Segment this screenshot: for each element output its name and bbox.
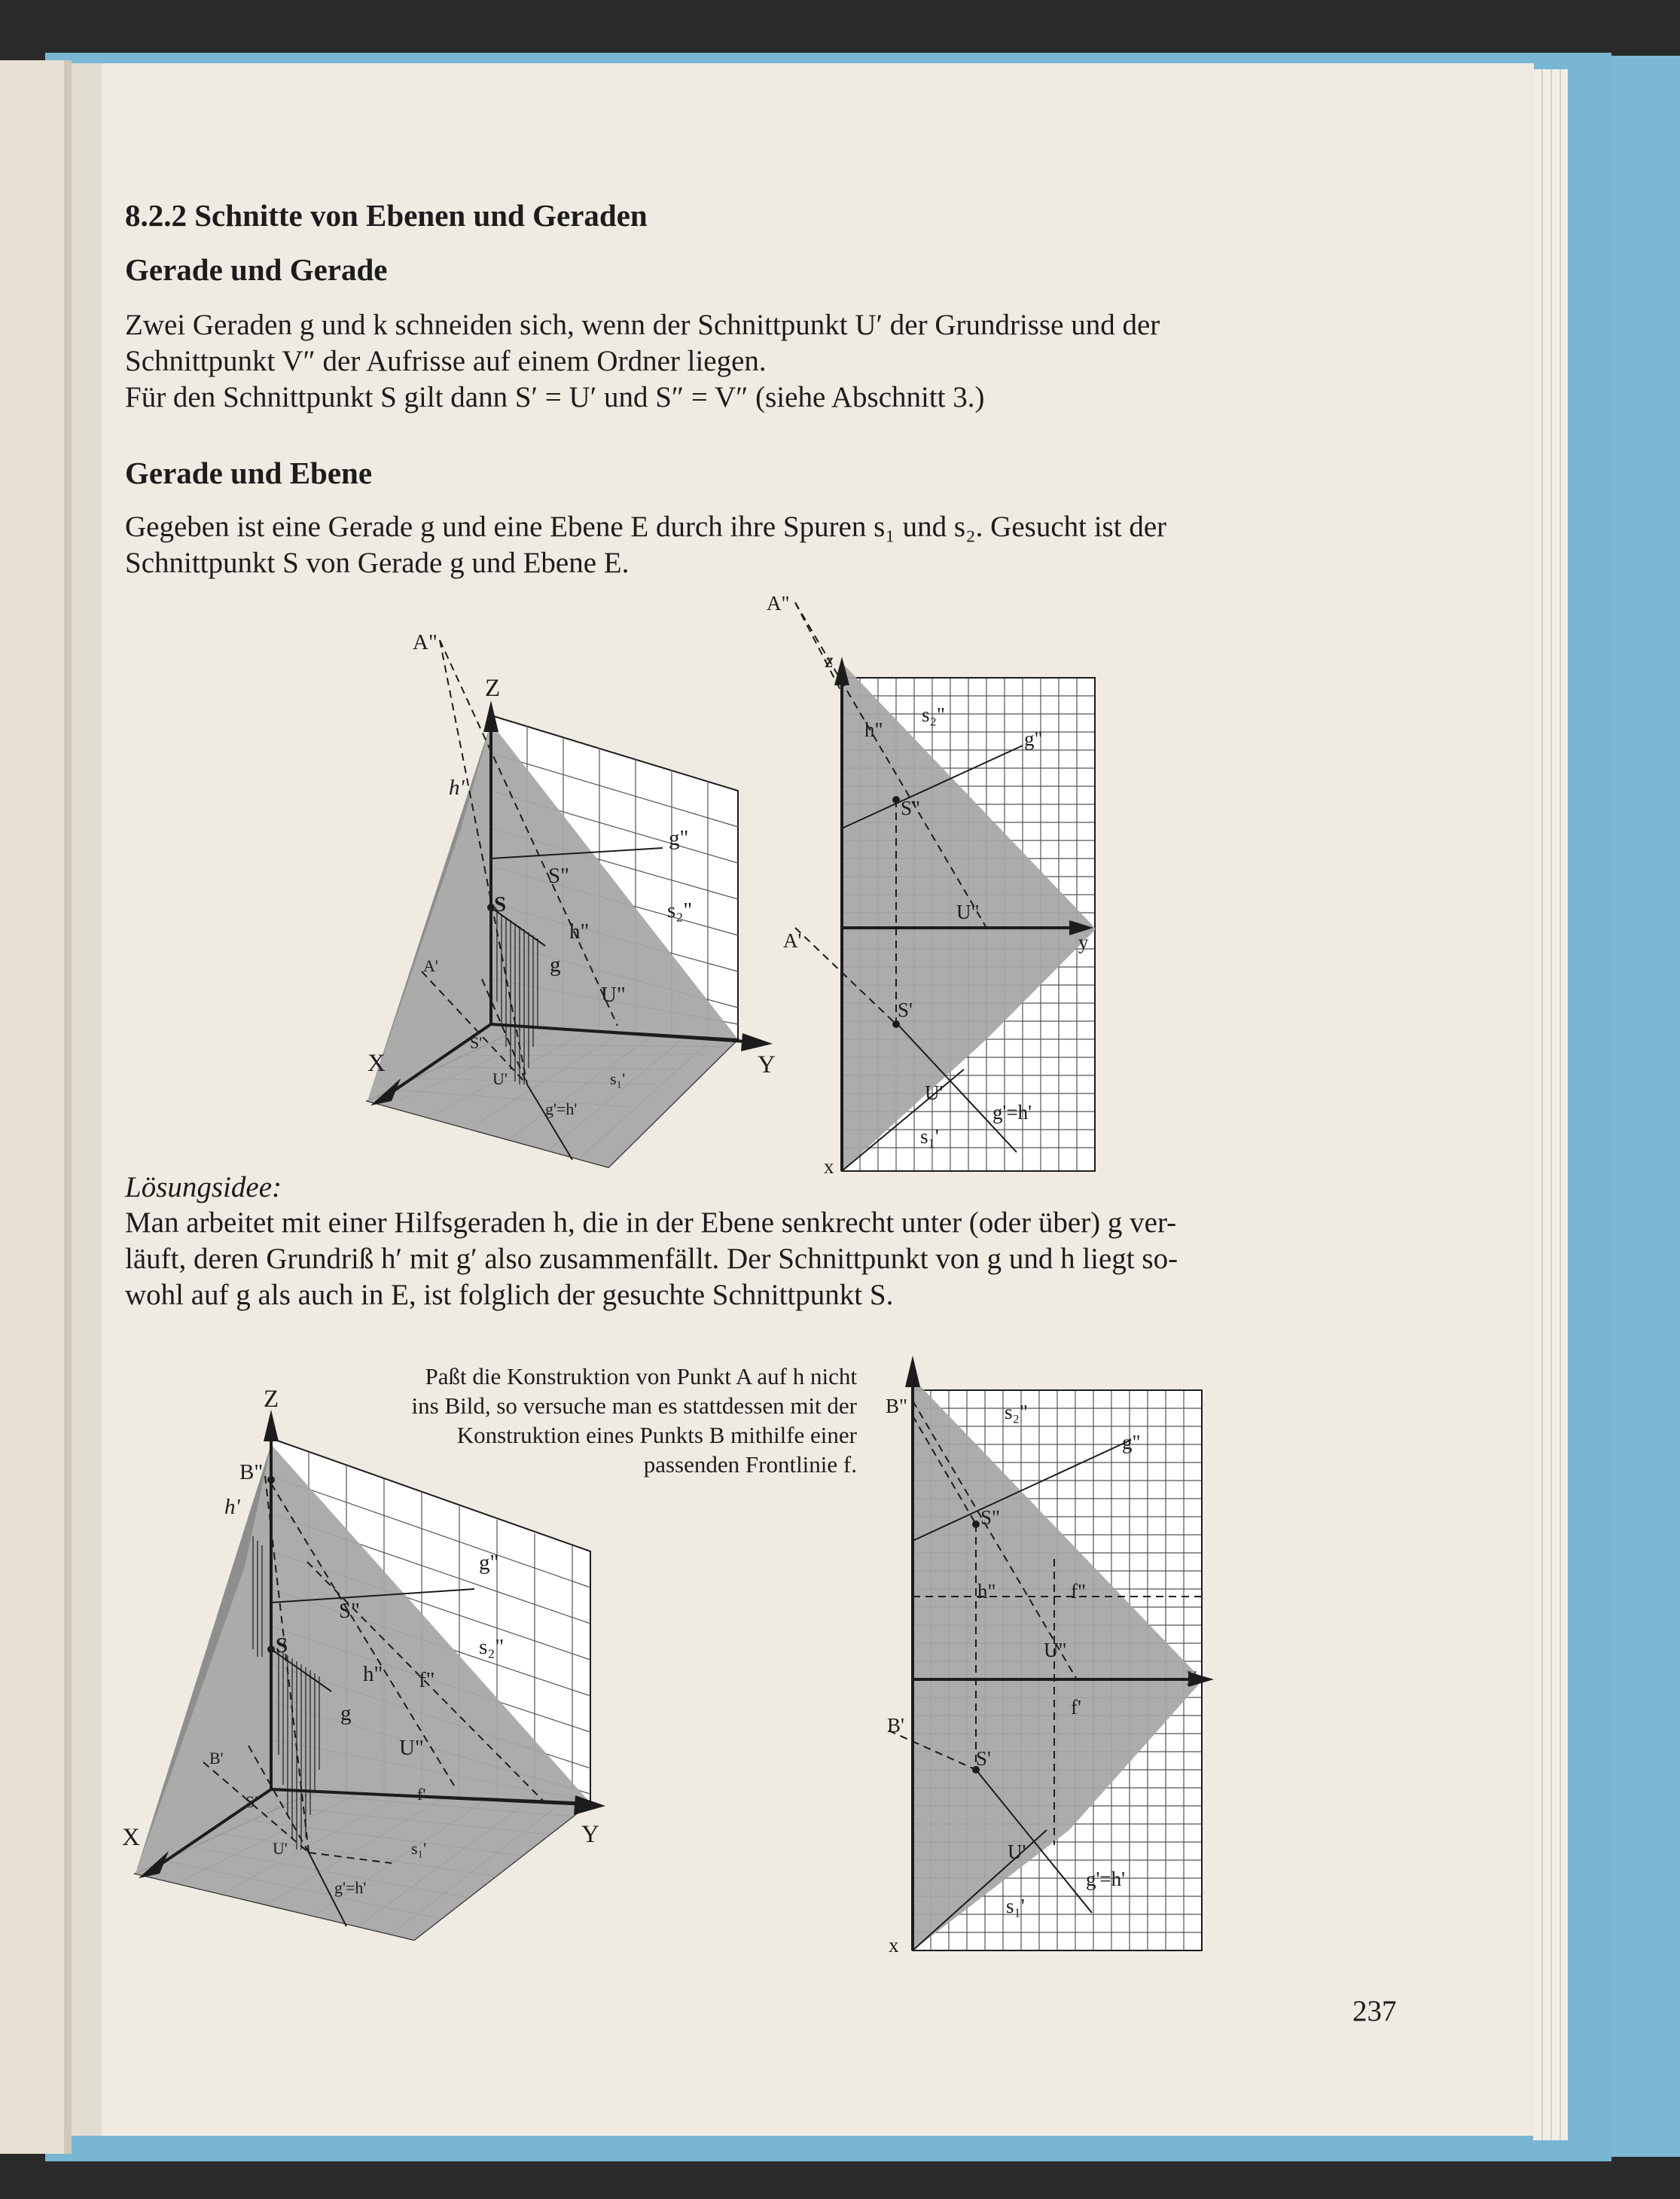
figure-label: y bbox=[1187, 1663, 1197, 1685]
figure-label: f' bbox=[1071, 1696, 1081, 1719]
paragraph-solution-idea bbox=[125, 1205, 1405, 1313]
figure-label: h" bbox=[977, 1580, 996, 1603]
paragraph-line-plane bbox=[125, 509, 1405, 581]
figure-label: S" bbox=[980, 1506, 1001, 1529]
text-line: Zwei Geraden g und k schneiden sich, wenn der Schnittpunkt U′ der Grundrisse und der bbox=[125, 309, 1160, 341]
figure-label: f" bbox=[1071, 1580, 1087, 1603]
text-line: wohl auf g als auch in E, ist folglich der gesuchte Schnittpunkt S. bbox=[125, 1279, 894, 1311]
figure-label: Y bbox=[581, 1821, 599, 1848]
figure-label: U' bbox=[492, 1069, 508, 1088]
figure-label: g'=h' bbox=[992, 1101, 1032, 1124]
facing-page-edge bbox=[0, 60, 72, 2154]
figure-label: f" bbox=[419, 1668, 435, 1692]
figure-label: z bbox=[825, 649, 834, 672]
figure-label: B" bbox=[886, 1395, 908, 1417]
note-line: Paßt die Konstruktion von Punkt A auf h nicht bbox=[425, 1363, 857, 1389]
figure-label: S' bbox=[470, 1033, 483, 1052]
figure-label: s₂" bbox=[479, 1635, 505, 1659]
text-line: Gegeben ist eine Gerade g und eine Ebene E durch ihre Spuren s₁ und s₂. Gesucht ist der bbox=[125, 511, 1167, 543]
figure-label: g'=h' bbox=[1086, 1868, 1125, 1890]
figure-label: U' bbox=[925, 1081, 944, 1104]
figure-label: B" bbox=[239, 1460, 264, 1484]
figure-label: U" bbox=[601, 983, 626, 1007]
figure-label: U" bbox=[1044, 1639, 1067, 1661]
figure-label: B' bbox=[209, 1749, 224, 1767]
solution-idea-title: Lösungsidee: bbox=[125, 1171, 282, 1203]
figure-label: S' bbox=[898, 999, 913, 1021]
figure-label: y bbox=[1078, 931, 1089, 953]
figure2-right-projection bbox=[886, 1356, 1214, 1957]
figure-label: h" bbox=[569, 920, 590, 944]
figure-label: g" bbox=[479, 1551, 499, 1575]
figure-label: s₁' bbox=[411, 1839, 427, 1858]
paragraph-line-line bbox=[125, 307, 1405, 416]
figure-note bbox=[306, 1362, 857, 1479]
figure-label: g bbox=[340, 1701, 352, 1725]
figure-label: A' bbox=[783, 929, 802, 952]
figure-label: U' bbox=[273, 1839, 288, 1858]
figure-label: g" bbox=[1024, 727, 1043, 750]
figure-label: S" bbox=[548, 864, 569, 888]
figure-label: s₂" bbox=[667, 898, 693, 923]
figure-label: x bbox=[889, 1934, 899, 1957]
figure-label: x bbox=[824, 1155, 834, 1178]
figure-label: h" bbox=[363, 1662, 383, 1686]
figure-label: X bbox=[122, 1824, 140, 1851]
page-number: 237 bbox=[1352, 1995, 1397, 2027]
figure-label: A' bbox=[423, 956, 438, 975]
figure-label: h" bbox=[864, 718, 883, 741]
figure-label: h' bbox=[224, 1495, 240, 1519]
subheading-line-and-plane: Gerade und Ebene bbox=[125, 456, 373, 490]
figure-label: S' bbox=[245, 1792, 258, 1811]
text-line: Für den Schnittpunkt S gilt dann S′ = U′ und S″ = V″ (siehe Abschnitt 3.) bbox=[125, 381, 985, 413]
figure-label: U" bbox=[399, 1736, 424, 1760]
figure-label: B' bbox=[887, 1714, 904, 1737]
figure-label: s₁' bbox=[1006, 1895, 1025, 1917]
figure-label: Y bbox=[758, 1051, 776, 1078]
figure-label: g'=h' bbox=[334, 1878, 367, 1897]
figure-label: f' bbox=[417, 1785, 426, 1804]
figure-label: U' bbox=[1008, 1841, 1026, 1863]
figure-label: A" bbox=[767, 592, 790, 615]
figure-label: A" bbox=[413, 630, 438, 654]
figure-label: s₁' bbox=[920, 1125, 939, 1148]
text-line: Schnittpunkt S von Gerade g und Ebene E. bbox=[125, 547, 630, 579]
figure-label: S' bbox=[976, 1747, 991, 1770]
figure-label: Z bbox=[485, 675, 501, 702]
figure-label: S bbox=[276, 1633, 288, 1658]
figure-label: s₂" bbox=[1005, 1401, 1028, 1423]
note-line: Konstruktion eines Punkts B mithilfe einer bbox=[456, 1422, 857, 1448]
figure-label: g" bbox=[669, 826, 689, 850]
figure-label: Z bbox=[264, 1386, 279, 1413]
subheading-line-and-line: Gerade und Gerade bbox=[125, 252, 388, 287]
figure-label: g bbox=[550, 953, 561, 977]
figure-label: X bbox=[367, 1050, 386, 1077]
figure-label: S bbox=[494, 892, 507, 917]
figure-label: g'=h' bbox=[545, 1100, 578, 1118]
figure-label: U" bbox=[956, 901, 980, 923]
figure-label: S" bbox=[901, 797, 921, 819]
section-heading: 8.2.2 Schnitte von Ebenen und Geraden bbox=[125, 198, 648, 233]
figure-label: S" bbox=[339, 1599, 360, 1623]
text-line: läuft, deren Grundriß h′ mit g′ also zusammenfällt. Der Schnittpunkt von g und h liegt so- bbox=[125, 1243, 1178, 1275]
text-line: Man arbeitet mit einer Hilfsgeraden h, die in der Ebene senkrecht unter (oder über) g ver- bbox=[125, 1206, 1177, 1239]
figure-label: s₂" bbox=[922, 703, 945, 726]
figure-label: s₁' bbox=[610, 1069, 626, 1088]
text-line: Schnittpunkt V″ der Aufrisse auf einem Ordner liegen. bbox=[125, 345, 767, 377]
figure-label: g" bbox=[1122, 1431, 1141, 1453]
note-line: passenden Frontlinie f. bbox=[643, 1451, 857, 1478]
figure-label: h' bbox=[449, 776, 465, 800]
note-line: ins Bild, so versuche man es stattdessen mit der bbox=[411, 1392, 857, 1419]
